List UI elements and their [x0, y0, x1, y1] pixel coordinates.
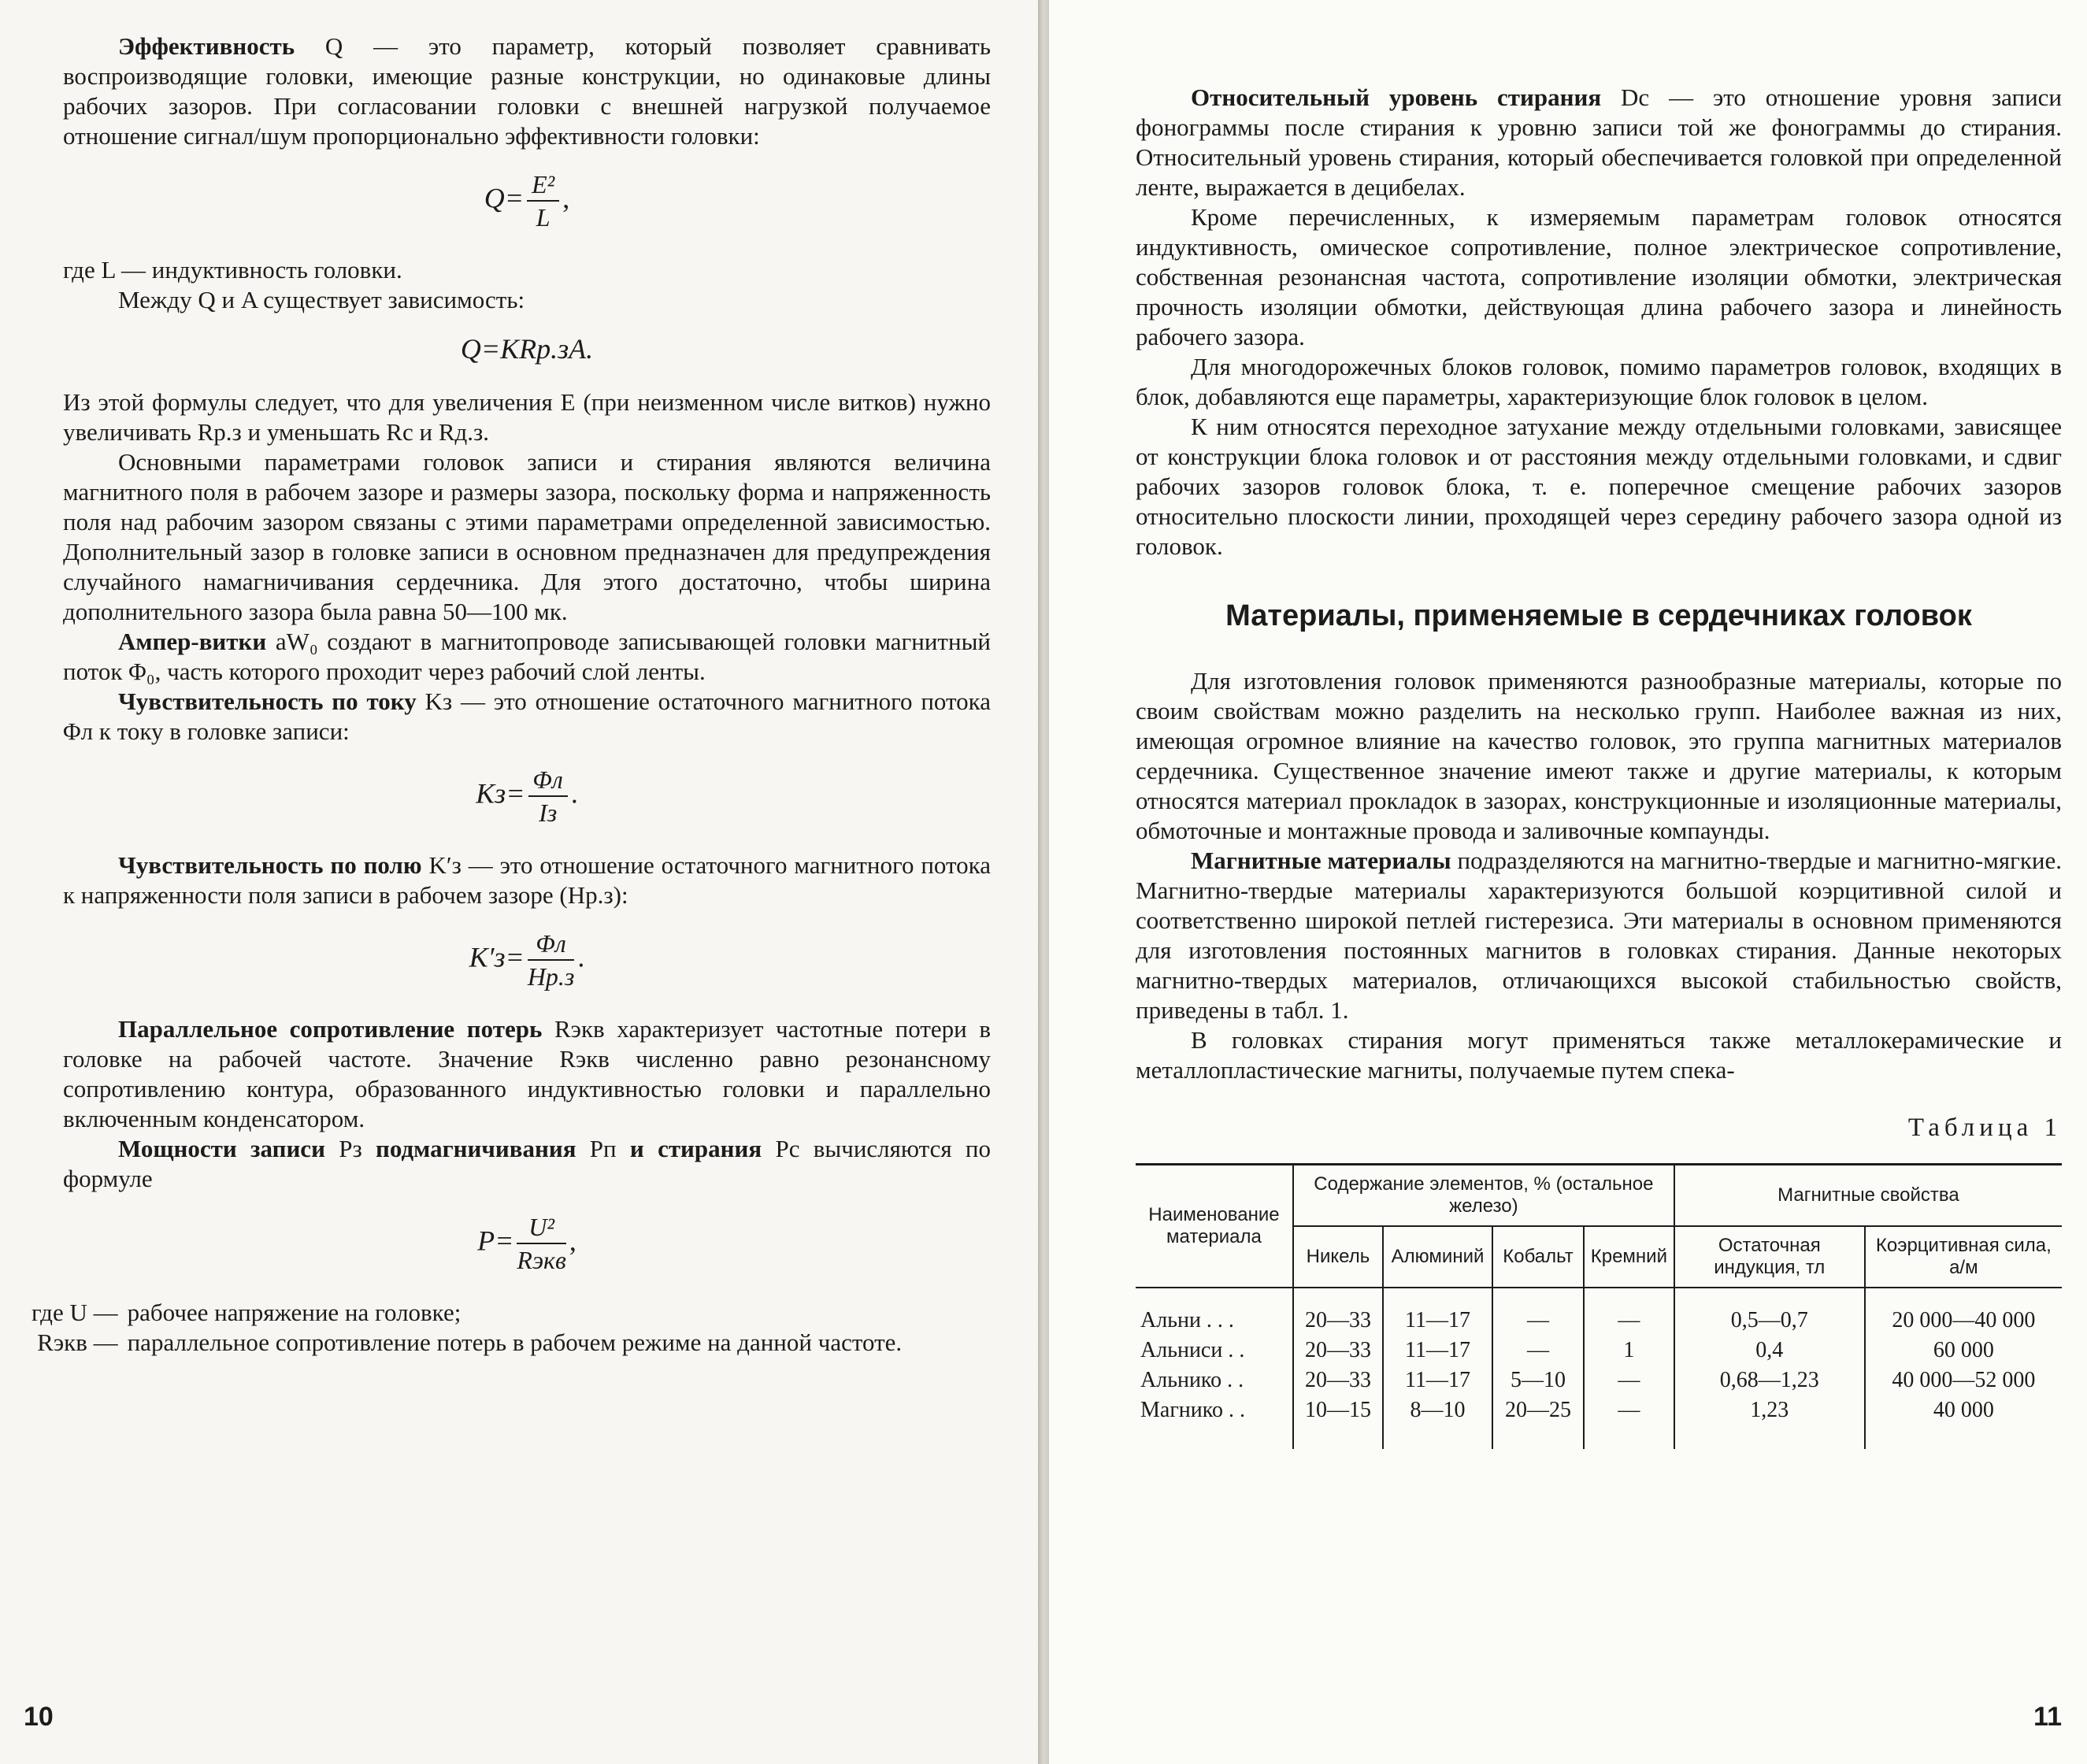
where-list — [32, 1298, 991, 1358]
paragraph — [63, 1014, 991, 1134]
term: Параллельное сопротивление потерь — [118, 1015, 543, 1043]
table-cell: 60 000 — [1865, 1336, 2062, 1366]
formula-q-kra: Q=KRр.зA. — [460, 333, 594, 365]
paragraph: В головках стирания могут применяться также металлокерамические и металлопластические магниты, получаемые путем спека- — [1136, 1026, 2062, 1084]
term: Ампер-витки — [118, 628, 267, 655]
page-number: 10 — [24, 1702, 54, 1732]
table-cell: — — [1584, 1288, 1674, 1336]
table-cell: 20—25 — [1492, 1395, 1584, 1449]
table-cell: 10—15 — [1293, 1395, 1383, 1449]
table-header: Коэрцитивная сила, а/м — [1865, 1226, 2062, 1288]
table-cell: 40 000—52 000 — [1865, 1366, 2062, 1395]
paragraph-text: aW₀ создают в магнитопроводе записывающей головки магнитный поток Φ₀, часть которого проходит через рабочий слой ленты. — [63, 628, 991, 685]
term: Эффективность — [118, 32, 295, 60]
where-key: Rэкв — — [37, 1329, 118, 1356]
table-header: Алюминий — [1383, 1226, 1492, 1288]
table-header: Остаточная индукция, тл — [1674, 1226, 1865, 1288]
paragraph-text: K′з — это отношение остаточного магнитного потока к напряженности поля записи в рабочем зазоре (Hр.з): — [63, 851, 992, 909]
table-cell: 1,23 — [1674, 1395, 1865, 1449]
paragraph-text: Kз — это отношение остаточного магнитного потока Φл к току в головке записи: — [63, 687, 992, 745]
table-caption: Таблица 1 — [1907, 1114, 2062, 1142]
paragraph-text: Rэкв характеризует частотные потери в головке на рабочей частоте. Значение Rэкв численно равно резонансному сопротивлению контура, образованного индуктивностью головки и параллельно включенным конденсатором. — [63, 1015, 991, 1132]
paragraph — [1136, 846, 2062, 1025]
paragraph — [63, 627, 991, 687]
formula-lhs: P= — [477, 1225, 514, 1257]
paragraph — [1136, 83, 2062, 202]
numerator: Φл — [528, 764, 568, 797]
table-row — [1136, 1395, 2062, 1449]
paragraph: Для многодорожечных блоков головок, помимо параметров головок, входящих в блок, добавляются еще параметры, характеризующие блок головок в целом. — [1136, 353, 2062, 410]
term: Чувствительность по полю — [118, 851, 422, 879]
denominator: Iз — [539, 799, 558, 827]
paragraph-text: Pc вычисляются по формуле — [63, 1135, 991, 1192]
paragraph — [63, 687, 991, 747]
table-cell: 20—33 — [1293, 1336, 1383, 1366]
formula-power — [63, 1211, 991, 1276]
table-row — [1136, 1288, 2062, 1336]
table-cell: Альниси . . — [1136, 1336, 1293, 1366]
numerator: Φл — [528, 928, 575, 961]
paragraph: К ним относятся переходное затухание между отдельными головками, зависящее от конструкции блока головок и от расстояния между отдельными головками, и сдвиг рабочих зазоров головок блока, т. е. поперечное смещение рабочих зазоров относительно плоскости линии, проходящей через середину рабочего зазора одной из головок. — [1136, 413, 2062, 560]
where-key: где U — — [32, 1299, 118, 1326]
book-gutter — [1038, 0, 1049, 1764]
table-cell: — — [1584, 1395, 1674, 1449]
formula-tail: . — [577, 941, 585, 973]
denominator: L — [536, 203, 550, 232]
numerator: E² — [527, 169, 559, 202]
table-cell: 0,5—0,7 — [1674, 1288, 1865, 1336]
denominator: Hр.з — [527, 962, 575, 991]
table-cell: 20—33 — [1293, 1366, 1383, 1395]
table-cell: 0,4 — [1674, 1336, 1865, 1366]
term: Магнитные материалы — [1191, 847, 1451, 874]
table-header: Никель — [1293, 1226, 1383, 1288]
table-header: Кобальт — [1492, 1226, 1584, 1288]
right-page — [1049, 0, 2087, 1764]
formula-tail: . — [570, 777, 578, 810]
fraction — [528, 928, 575, 992]
formula-lhs: Q= — [484, 182, 525, 214]
symbol: Pз — [324, 1135, 376, 1162]
table-cell: — — [1584, 1366, 1674, 1395]
formula-tail: , — [569, 1225, 576, 1257]
symbol: Pп — [576, 1135, 630, 1162]
left-page — [0, 0, 1038, 1764]
table-cell: 1 — [1584, 1336, 1674, 1366]
table-cell: Альнико . . — [1136, 1366, 1293, 1395]
formula-q — [63, 169, 991, 233]
term: Мощности записи — [118, 1135, 325, 1162]
paragraph: Между Q и A существует зависимость: — [118, 286, 525, 313]
table-cell: 11—17 — [1383, 1288, 1492, 1336]
table-cell: — — [1492, 1336, 1584, 1366]
table-cell: 11—17 — [1383, 1336, 1492, 1366]
formula-kz — [63, 764, 991, 828]
fraction — [527, 169, 559, 233]
where-value: параллельное сопротивление потерь в рабочем режиме на данной частоте. — [127, 1329, 903, 1356]
table-cell: Альни . . . — [1136, 1288, 1293, 1336]
paragraph — [63, 850, 991, 910]
table-cell: 40 000 — [1865, 1395, 2062, 1449]
term: подмагничивания — [376, 1135, 576, 1162]
table-cell: 11—17 — [1383, 1366, 1492, 1395]
formula-kz-prime — [63, 928, 991, 992]
paragraph: Кроме перечисленных, к измеряемым параметрам головок относятся индуктивность, омическое сопротивление, полное электрическое сопротивление, собственная резонансная частота, сопротивление изоляции обмотки, электрическая прочность изоляции обмотки, действующая длина рабочего зазора и линейность рабочего зазора. — [1136, 203, 2062, 350]
table-header: Кремний — [1584, 1226, 1674, 1288]
formula-tail: , — [562, 182, 570, 214]
table-cell: 0,68—1,23 — [1674, 1366, 1865, 1395]
term: Чувствительность по току — [118, 687, 417, 715]
denominator: Rэкв — [517, 1246, 566, 1274]
paragraph-text: Dc — это отношение уровня записи фонограммы после стирания к уровню записи той же фонограммы до стирания. Относительный уровень стирания, который обеспечивается головкой при определенной ленте, выражается в децибелах. — [1136, 83, 2063, 201]
paragraph: Основными параметрами головок записи и стирания являются величина магнитного поля в рабочем зазоре и размеры зазора, поскольку форма и напряженность поля над рабочим зазором связаны с этими параметрами определенной зависимостью. Дополнительный зазор в головке записи в основном предназначен для предупреждения случайного намагничивания сердечника. Для этого достаточно, чтобы ширина дополнительного зазора была равна 50—100 мк. — [63, 448, 991, 625]
fraction — [517, 1211, 566, 1276]
table-cell: 20 000—40 000 — [1865, 1288, 2062, 1336]
paragraph: Из этой формулы следует, что для увеличения E (при неизменном числе витков) нужно увеличивать Rр.з и уменьшать Rc и Rд.з. — [63, 388, 991, 446]
paragraph: Для изготовления головок применяются разнообразные материалы, которые по своим свойствам можно разделить на несколько групп. Наиболее важная из них, имеющая огромное влияние на качество головок, это группа магнитных материалов сердечника. Существенное значение имеют также и другие материалы, к которым относятся материал прокладок в зазорах, конструкционные и изоляционные материалы, обмоточные и монтажные провода и заливочные компаунды. — [1136, 667, 2062, 844]
numerator: U² — [517, 1211, 566, 1244]
table-header-group: Содержание элементов, % (остальное железо) — [1293, 1165, 1674, 1227]
table-row — [1136, 1366, 2062, 1395]
paragraph: где L — индуктивность головки. — [63, 256, 402, 284]
table-row — [1136, 1336, 2062, 1366]
materials-table — [1136, 1163, 2062, 1449]
formula-lhs: K′з= — [469, 941, 525, 973]
paragraph-text: Q — это параметр, который позволяет сравнивать воспроизводящие головки, имеющие разные конструкции, но одинаковые длины рабочих зазоров. При согласовании головки с внешней нагрузкой получаемое отношение сигнал/шум пропорционально эффективности головки: — [63, 32, 991, 150]
formula-lhs: Kз= — [476, 777, 525, 810]
section-heading: Материалы, применяемые в сердечниках головок — [1225, 599, 1972, 632]
where-value: рабочее напряжение на головке; — [127, 1299, 462, 1326]
paragraph-text: подразделяются на магнитно-твердые и магнитно-мягкие. Магнитно-твердые материалы характеризуются большой коэрцитивной силой и соответственно широкой петлей гистерезиса. Эти материалы в основном применяются для изготовления постоянных магнитов в головках стирания. Данные некоторых магнитно-твердых материалов, отличающихся высокой стабильностью свойств, приведены в табл. 1. — [1136, 847, 2063, 1024]
table-header: Наименование материала — [1136, 1165, 1293, 1288]
table-cell: Магнико . . — [1136, 1395, 1293, 1449]
term: и стирания — [629, 1135, 762, 1162]
table-header-group: Магнитные свойства — [1674, 1165, 2062, 1227]
table-cell: 8—10 — [1383, 1395, 1492, 1449]
table-cell: — — [1492, 1288, 1584, 1336]
page-number: 11 — [2033, 1702, 2062, 1732]
table-cell: 5—10 — [1492, 1366, 1584, 1395]
table-cell: 20—33 — [1293, 1288, 1383, 1336]
term: Относительный уровень стирания — [1191, 83, 1602, 111]
paragraph — [63, 1134, 991, 1194]
fraction — [528, 764, 568, 828]
paragraph — [63, 32, 991, 151]
